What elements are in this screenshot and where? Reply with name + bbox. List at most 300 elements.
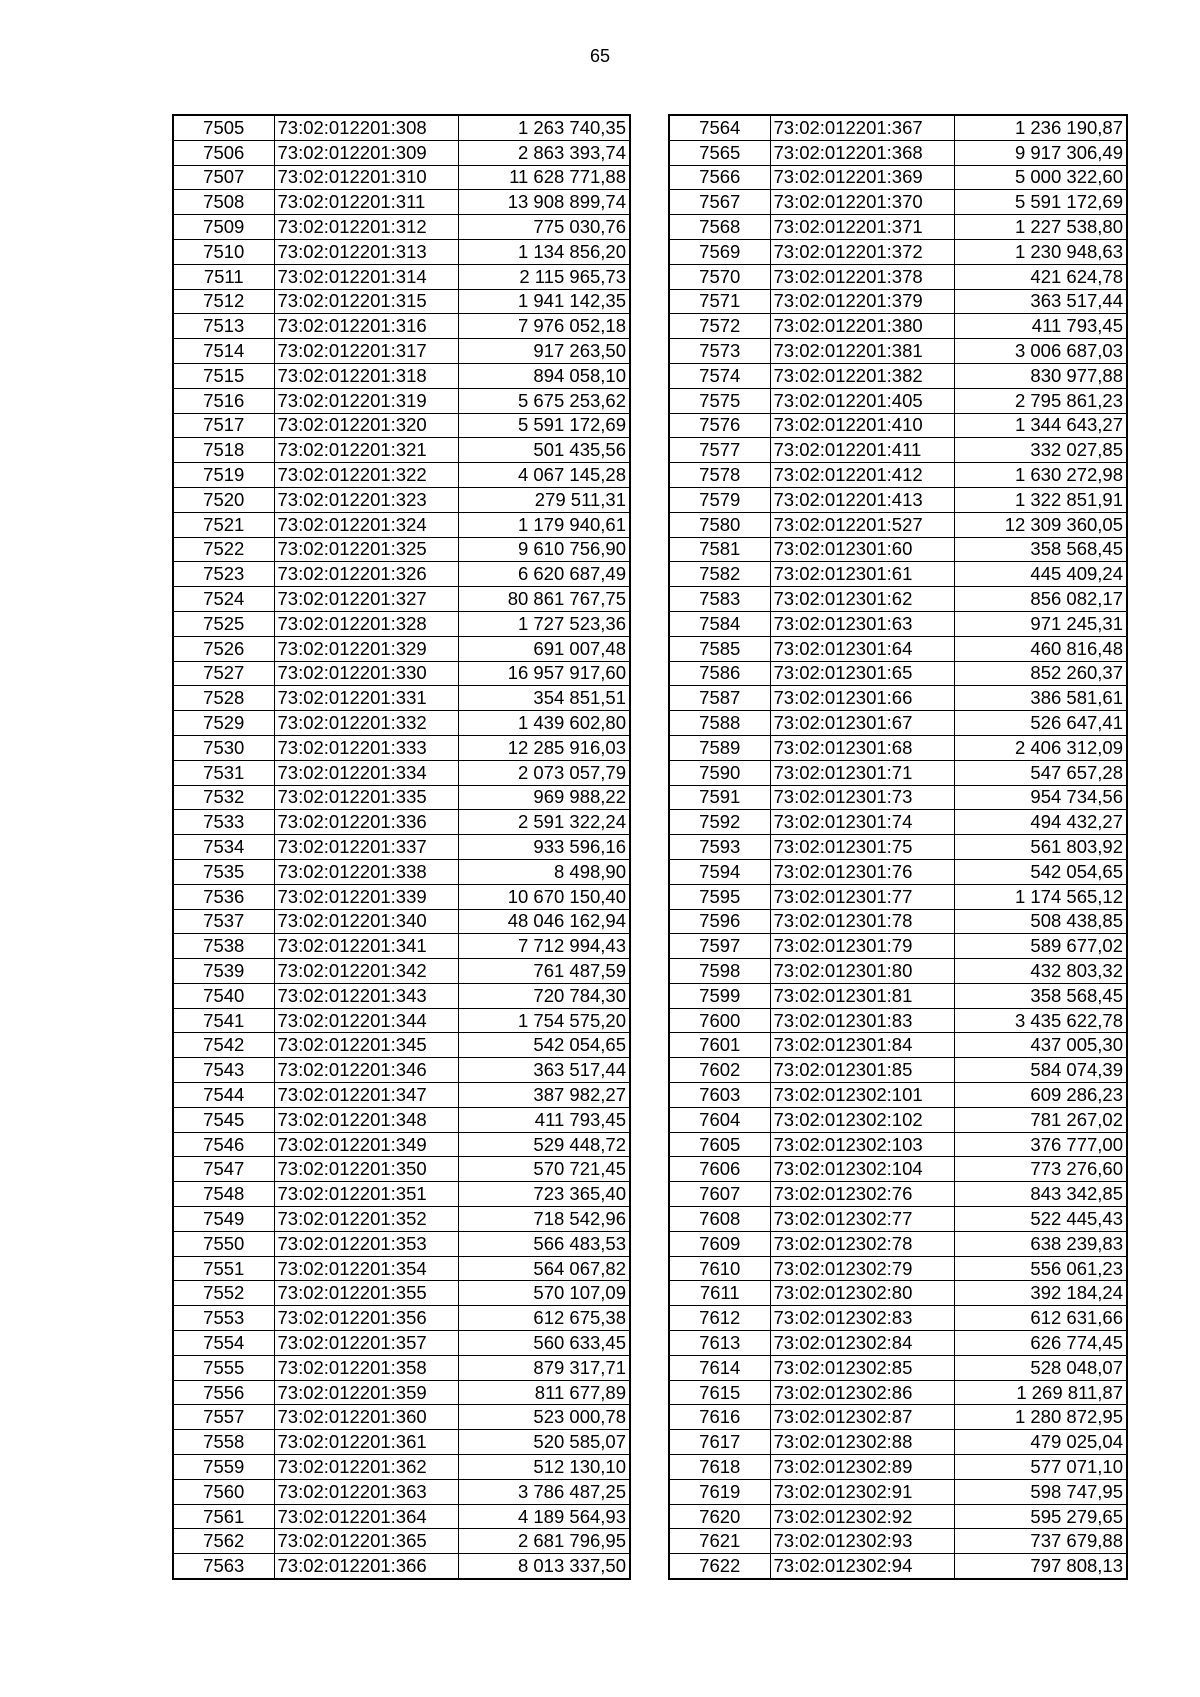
cadastral-number: 73:02:012201:411 — [770, 438, 954, 463]
cadastral-value: 626 774,45 — [954, 1331, 1127, 1356]
cadastral-value: 1 344 643,27 — [954, 413, 1127, 438]
table-row — [173, 1479, 630, 1504]
cadastral-number: 73:02:012301:84 — [770, 1033, 954, 1058]
row-number: 7618 — [669, 1455, 770, 1480]
cadastral-value: 460 816,48 — [954, 636, 1127, 661]
cadastral-value: 363 517,44 — [954, 289, 1127, 314]
cadastral-value: 508 438,85 — [954, 909, 1127, 934]
cadastral-number: 73:02:012302:104 — [770, 1157, 954, 1182]
cadastral-value: 1 322 851,91 — [954, 487, 1127, 512]
cadastral-value: 5 000 322,60 — [954, 165, 1127, 190]
cadastral-value: 354 851,51 — [458, 686, 630, 711]
cadastral-number: 73:02:012201:316 — [274, 314, 458, 339]
cadastral-value: 4 189 564,93 — [458, 1504, 630, 1529]
cadastral-value: 584 074,39 — [954, 1058, 1127, 1083]
row-number: 7512 — [173, 289, 274, 314]
table-row — [173, 934, 630, 959]
cadastral-value: 612 631,66 — [954, 1306, 1127, 1331]
cadastral-number: 73:02:012201:325 — [274, 537, 458, 562]
row-number: 7533 — [173, 810, 274, 835]
cadastral-number: 73:02:012201:337 — [274, 835, 458, 860]
cadastral-number: 73:02:012201:309 — [274, 140, 458, 165]
row-number: 7510 — [173, 239, 274, 264]
cadastral-number: 73:02:012201:360 — [274, 1405, 458, 1430]
row-number: 7547 — [173, 1157, 274, 1182]
table-row — [173, 487, 630, 512]
cadastral-value: 3 435 622,78 — [954, 1008, 1127, 1033]
table-row — [173, 1207, 630, 1232]
table-row — [669, 1554, 1127, 1579]
cadastral-number: 73:02:012201:336 — [274, 810, 458, 835]
cadastral-value: 437 005,30 — [954, 1033, 1127, 1058]
table-row — [669, 636, 1127, 661]
cadastral-number: 73:02:012301:75 — [770, 835, 954, 860]
cadastral-value: 589 677,02 — [954, 934, 1127, 959]
cadastral-number: 73:02:012302:80 — [770, 1281, 954, 1306]
table-row — [669, 1182, 1127, 1207]
cadastral-value: 279 511,31 — [458, 487, 630, 512]
row-number: 7546 — [173, 1132, 274, 1157]
cadastral-value: 1 263 740,35 — [458, 115, 630, 140]
table-row — [669, 363, 1127, 388]
table-row — [669, 1529, 1127, 1554]
cadastral-number: 73:02:012201:380 — [770, 314, 954, 339]
row-number: 7584 — [669, 611, 770, 636]
table-row — [173, 239, 630, 264]
cadastral-value: 411 793,45 — [954, 314, 1127, 339]
row-number: 7583 — [669, 587, 770, 612]
table-row — [173, 1554, 630, 1579]
cadastral-value: 954 734,56 — [954, 785, 1127, 810]
cadastral-value: 969 988,22 — [458, 785, 630, 810]
cadastral-value: 80 861 767,75 — [458, 587, 630, 612]
table-row — [173, 1306, 630, 1331]
row-number: 7540 — [173, 983, 274, 1008]
cadastral-value: 570 107,09 — [458, 1281, 630, 1306]
table-row — [173, 785, 630, 810]
table-row — [669, 1033, 1127, 1058]
cadastral-number: 73:02:012201:315 — [274, 289, 458, 314]
cadastral-number: 73:02:012201:328 — [274, 611, 458, 636]
row-number: 7593 — [669, 835, 770, 860]
table-left — [172, 114, 631, 1580]
cadastral-number: 73:02:012201:324 — [274, 512, 458, 537]
table-row — [173, 611, 630, 636]
table-row — [173, 1504, 630, 1529]
row-number: 7534 — [173, 835, 274, 860]
table-row — [669, 810, 1127, 835]
cadastral-number: 73:02:012201:323 — [274, 487, 458, 512]
cadastral-value: 561 803,92 — [954, 835, 1127, 860]
cadastral-number: 73:02:012301:65 — [770, 661, 954, 686]
table-row — [173, 1355, 630, 1380]
table-row — [173, 463, 630, 488]
cadastral-value: 595 279,65 — [954, 1504, 1127, 1529]
cadastral-number: 73:02:012201:340 — [274, 909, 458, 934]
table-row — [173, 1008, 630, 1033]
cadastral-value: 48 046 162,94 — [458, 909, 630, 934]
cadastral-value: 691 007,48 — [458, 636, 630, 661]
row-number: 7543 — [173, 1058, 274, 1083]
table-row — [669, 1207, 1127, 1232]
row-number: 7561 — [173, 1504, 274, 1529]
table-row — [173, 140, 630, 165]
cadastral-value: 856 082,17 — [954, 587, 1127, 612]
cadastral-value: 852 260,37 — [954, 661, 1127, 686]
table-row — [669, 611, 1127, 636]
cadastral-value: 773 276,60 — [954, 1157, 1127, 1182]
cadastral-value: 501 435,56 — [458, 438, 630, 463]
table-row — [669, 537, 1127, 562]
table-row — [669, 735, 1127, 760]
cadastral-number: 73:02:012301:83 — [770, 1008, 954, 1033]
table-row — [669, 711, 1127, 736]
row-number: 7604 — [669, 1107, 770, 1132]
cadastral-number: 73:02:012201:347 — [274, 1083, 458, 1108]
table-row — [669, 1256, 1127, 1281]
row-number: 7517 — [173, 413, 274, 438]
row-number: 7568 — [669, 215, 770, 240]
row-number: 7532 — [173, 785, 274, 810]
row-number: 7556 — [173, 1380, 274, 1405]
cadastral-number: 73:02:012301:85 — [770, 1058, 954, 1083]
table-row — [669, 215, 1127, 240]
cadastral-value: 512 130,10 — [458, 1455, 630, 1480]
table-row — [173, 289, 630, 314]
cadastral-number: 73:02:012301:73 — [770, 785, 954, 810]
table-row — [173, 1529, 630, 1554]
row-number: 7522 — [173, 537, 274, 562]
cadastral-number: 73:02:012301:79 — [770, 934, 954, 959]
table-row — [173, 1455, 630, 1480]
cadastral-value: 598 747,95 — [954, 1479, 1127, 1504]
row-number: 7527 — [173, 661, 274, 686]
table-row — [173, 314, 630, 339]
row-number: 7558 — [173, 1430, 274, 1455]
table-row — [173, 1281, 630, 1306]
row-number: 7545 — [173, 1107, 274, 1132]
row-number: 7590 — [669, 760, 770, 785]
table-row — [669, 909, 1127, 934]
cadastral-value: 4 067 145,28 — [458, 463, 630, 488]
row-number: 7513 — [173, 314, 274, 339]
table-row — [173, 859, 630, 884]
cadastral-number: 73:02:012201:327 — [274, 587, 458, 612]
table-row — [173, 909, 630, 934]
cadastral-number: 73:02:012201:358 — [274, 1355, 458, 1380]
row-number: 7596 — [669, 909, 770, 934]
cadastral-number: 73:02:012301:67 — [770, 711, 954, 736]
cadastral-value: 421 624,78 — [954, 264, 1127, 289]
table-row — [173, 537, 630, 562]
cadastral-number: 73:02:012201:348 — [274, 1107, 458, 1132]
cadastral-number: 73:02:012302:101 — [770, 1083, 954, 1108]
cadastral-number: 73:02:012302:79 — [770, 1256, 954, 1281]
table-row — [669, 587, 1127, 612]
cadastral-value: 564 067,82 — [458, 1256, 630, 1281]
table-row — [173, 115, 630, 140]
cadastral-number: 73:02:012201:364 — [274, 1504, 458, 1529]
row-number: 7579 — [669, 487, 770, 512]
cadastral-number: 73:02:012201:357 — [274, 1331, 458, 1356]
cadastral-number: 73:02:012302:86 — [770, 1380, 954, 1405]
row-number: 7521 — [173, 512, 274, 537]
row-number: 7531 — [173, 760, 274, 785]
table-row — [669, 1380, 1127, 1405]
cadastral-number: 73:02:012302:84 — [770, 1331, 954, 1356]
cadastral-number: 73:02:012201:369 — [770, 165, 954, 190]
cadastral-number: 73:02:012201:334 — [274, 760, 458, 785]
cadastral-number: 73:02:012201:367 — [770, 115, 954, 140]
cadastral-number: 73:02:012302:103 — [770, 1132, 954, 1157]
cadastral-value: 386 581,61 — [954, 686, 1127, 711]
cadastral-number: 73:02:012301:64 — [770, 636, 954, 661]
cadastral-number: 73:02:012201:326 — [274, 562, 458, 587]
cadastral-value: 529 448,72 — [458, 1132, 630, 1157]
cadastral-value: 494 432,27 — [954, 810, 1127, 835]
cadastral-value: 5 675 253,62 — [458, 388, 630, 413]
cadastral-value: 612 675,38 — [458, 1306, 630, 1331]
cadastral-number: 73:02:012201:308 — [274, 115, 458, 140]
cadastral-value: 358 568,45 — [954, 983, 1127, 1008]
cadastral-value: 11 628 771,88 — [458, 165, 630, 190]
cadastral-value: 2 073 057,79 — [458, 760, 630, 785]
cadastral-number: 73:02:012201:363 — [274, 1479, 458, 1504]
cadastral-number: 73:02:012201:310 — [274, 165, 458, 190]
row-number: 7599 — [669, 983, 770, 1008]
row-number: 7537 — [173, 909, 274, 934]
cadastral-value: 1 754 575,20 — [458, 1008, 630, 1033]
cadastral-value: 358 568,45 — [954, 537, 1127, 562]
cadastral-number: 73:02:012301:80 — [770, 959, 954, 984]
table-row — [669, 1430, 1127, 1455]
cadastral-value: 1 941 142,35 — [458, 289, 630, 314]
cadastral-value: 445 409,24 — [954, 562, 1127, 587]
table-row — [173, 1256, 630, 1281]
cadastral-number: 73:02:012201:345 — [274, 1033, 458, 1058]
cadastral-value: 5 591 172,69 — [954, 190, 1127, 215]
table-row — [173, 959, 630, 984]
row-number: 7588 — [669, 711, 770, 736]
cadastral-value: 917 263,50 — [458, 339, 630, 364]
cadastral-number: 73:02:012201:354 — [274, 1256, 458, 1281]
cadastral-value: 879 317,71 — [458, 1355, 630, 1380]
row-number: 7592 — [669, 810, 770, 835]
cadastral-number: 73:02:012201:368 — [770, 140, 954, 165]
row-number: 7615 — [669, 1380, 770, 1405]
table-row — [173, 264, 630, 289]
table-row — [669, 983, 1127, 1008]
row-number: 7524 — [173, 587, 274, 612]
cadastral-value: 781 267,02 — [954, 1107, 1127, 1132]
row-number: 7580 — [669, 512, 770, 537]
table-row — [173, 562, 630, 587]
row-number: 7536 — [173, 884, 274, 909]
row-number: 7555 — [173, 1355, 274, 1380]
row-number: 7597 — [669, 934, 770, 959]
table-row — [173, 1430, 630, 1455]
cadastral-value: 12 309 360,05 — [954, 512, 1127, 537]
cadastral-number: 73:02:012302:89 — [770, 1455, 954, 1480]
table-row — [173, 810, 630, 835]
cadastral-value: 1 269 811,87 — [954, 1380, 1127, 1405]
cadastral-number: 73:02:012201:332 — [274, 711, 458, 736]
row-number: 7587 — [669, 686, 770, 711]
row-number: 7614 — [669, 1355, 770, 1380]
cadastral-number: 73:02:012201:365 — [274, 1529, 458, 1554]
cadastral-value: 1 236 190,87 — [954, 115, 1127, 140]
table-row — [173, 1132, 630, 1157]
row-number: 7598 — [669, 959, 770, 984]
cadastral-value: 843 342,85 — [954, 1182, 1127, 1207]
cadastral-number: 73:02:012301:71 — [770, 760, 954, 785]
row-number: 7551 — [173, 1256, 274, 1281]
table-row — [669, 314, 1127, 339]
table-row — [173, 165, 630, 190]
row-number: 7557 — [173, 1405, 274, 1430]
table-row — [173, 339, 630, 364]
row-number: 7622 — [669, 1554, 770, 1579]
row-number: 7586 — [669, 661, 770, 686]
cadastral-value: 971 245,31 — [954, 611, 1127, 636]
row-number: 7559 — [173, 1455, 274, 1480]
cadastral-number: 73:02:012301:74 — [770, 810, 954, 835]
row-number: 7574 — [669, 363, 770, 388]
cadastral-value: 522 445,43 — [954, 1207, 1127, 1232]
cadastral-value: 523 000,78 — [458, 1405, 630, 1430]
row-number: 7553 — [173, 1306, 274, 1331]
row-number: 7608 — [669, 1207, 770, 1232]
row-number: 7570 — [669, 264, 770, 289]
cadastral-value: 1 227 538,80 — [954, 215, 1127, 240]
row-number: 7606 — [669, 1157, 770, 1182]
cadastral-number: 73:02:012201:361 — [274, 1430, 458, 1455]
row-number: 7515 — [173, 363, 274, 388]
table-row — [669, 1008, 1127, 1033]
cadastral-number: 73:02:012201:378 — [770, 264, 954, 289]
row-number: 7616 — [669, 1405, 770, 1430]
cadastral-number: 73:02:012301:81 — [770, 983, 954, 1008]
row-number: 7566 — [669, 165, 770, 190]
cadastral-value: 3 786 487,25 — [458, 1479, 630, 1504]
cadastral-number: 73:02:012201:352 — [274, 1207, 458, 1232]
cadastral-number: 73:02:012201:362 — [274, 1455, 458, 1480]
cadastral-number: 73:02:012201:343 — [274, 983, 458, 1008]
table-row — [173, 388, 630, 413]
cadastral-number: 73:02:012201:335 — [274, 785, 458, 810]
row-number: 7544 — [173, 1083, 274, 1108]
row-number: 7542 — [173, 1033, 274, 1058]
cadastral-number: 73:02:012201:313 — [274, 239, 458, 264]
table-row — [173, 363, 630, 388]
cadastral-number: 73:02:012201:355 — [274, 1281, 458, 1306]
table-row — [669, 1331, 1127, 1356]
row-number: 7516 — [173, 388, 274, 413]
cadastral-value: 8 498,90 — [458, 859, 630, 884]
table-row — [173, 1182, 630, 1207]
row-number: 7575 — [669, 388, 770, 413]
cadastral-number: 73:02:012201:342 — [274, 959, 458, 984]
row-number: 7581 — [669, 537, 770, 562]
table-row — [669, 413, 1127, 438]
cadastral-value: 566 483,53 — [458, 1231, 630, 1256]
cadastral-value: 520 585,07 — [458, 1430, 630, 1455]
row-number: 7520 — [173, 487, 274, 512]
row-number: 7565 — [669, 140, 770, 165]
cadastral-value: 542 054,65 — [458, 1033, 630, 1058]
table-row — [669, 1306, 1127, 1331]
row-number: 7507 — [173, 165, 274, 190]
row-number: 7508 — [173, 190, 274, 215]
cadastral-value: 570 721,45 — [458, 1157, 630, 1182]
cadastral-number: 73:02:012201:331 — [274, 686, 458, 711]
cadastral-value: 332 027,85 — [954, 438, 1127, 463]
table-row — [669, 1107, 1127, 1132]
table-row — [669, 760, 1127, 785]
table-row — [669, 1504, 1127, 1529]
row-number: 7549 — [173, 1207, 274, 1232]
cadastral-number: 73:02:012201:346 — [274, 1058, 458, 1083]
table-row — [669, 562, 1127, 587]
cadastral-number: 73:02:012201:329 — [274, 636, 458, 661]
cadastral-number: 73:02:012301:77 — [770, 884, 954, 909]
cadastral-number: 73:02:012301:78 — [770, 909, 954, 934]
cadastral-number: 73:02:012201:318 — [274, 363, 458, 388]
table-row — [669, 859, 1127, 884]
cadastral-number: 73:02:012201:333 — [274, 735, 458, 760]
table-row — [669, 661, 1127, 686]
table-row — [173, 983, 630, 1008]
cadastral-value: 2 406 312,09 — [954, 735, 1127, 760]
row-number: 7506 — [173, 140, 274, 165]
cadastral-number: 73:02:012302:92 — [770, 1504, 954, 1529]
row-number: 7621 — [669, 1529, 770, 1554]
cadastral-value: 638 239,83 — [954, 1231, 1127, 1256]
table-right — [668, 114, 1128, 1580]
table-row — [669, 835, 1127, 860]
row-number: 7576 — [669, 413, 770, 438]
cadastral-number: 73:02:012302:91 — [770, 1479, 954, 1504]
table-row — [669, 264, 1127, 289]
row-number: 7619 — [669, 1479, 770, 1504]
table-row — [669, 1058, 1127, 1083]
table-row — [173, 413, 630, 438]
cadastral-number: 73:02:012201:311 — [274, 190, 458, 215]
row-number: 7563 — [173, 1554, 274, 1579]
row-number: 7538 — [173, 934, 274, 959]
row-number: 7511 — [173, 264, 274, 289]
table-row — [669, 388, 1127, 413]
cadastral-value: 16 957 917,60 — [458, 661, 630, 686]
cadastral-number: 73:02:012201:359 — [274, 1380, 458, 1405]
cadastral-number: 73:02:012302:76 — [770, 1182, 954, 1207]
row-number: 7539 — [173, 959, 274, 984]
cadastral-value: 775 030,76 — [458, 215, 630, 240]
cadastral-value: 9 917 306,49 — [954, 140, 1127, 165]
cadastral-number: 73:02:012201:321 — [274, 438, 458, 463]
row-number: 7605 — [669, 1132, 770, 1157]
row-number: 7528 — [173, 686, 274, 711]
cadastral-value: 5 591 172,69 — [458, 413, 630, 438]
cadastral-value: 723 365,40 — [458, 1182, 630, 1207]
row-number: 7514 — [173, 339, 274, 364]
cadastral-value: 718 542,96 — [458, 1207, 630, 1232]
cadastral-value: 1 179 940,61 — [458, 512, 630, 537]
cadastral-value: 761 487,59 — [458, 959, 630, 984]
cadastral-value: 2 591 322,24 — [458, 810, 630, 835]
row-number: 7613 — [669, 1331, 770, 1356]
cadastral-number: 73:02:012201:413 — [770, 487, 954, 512]
